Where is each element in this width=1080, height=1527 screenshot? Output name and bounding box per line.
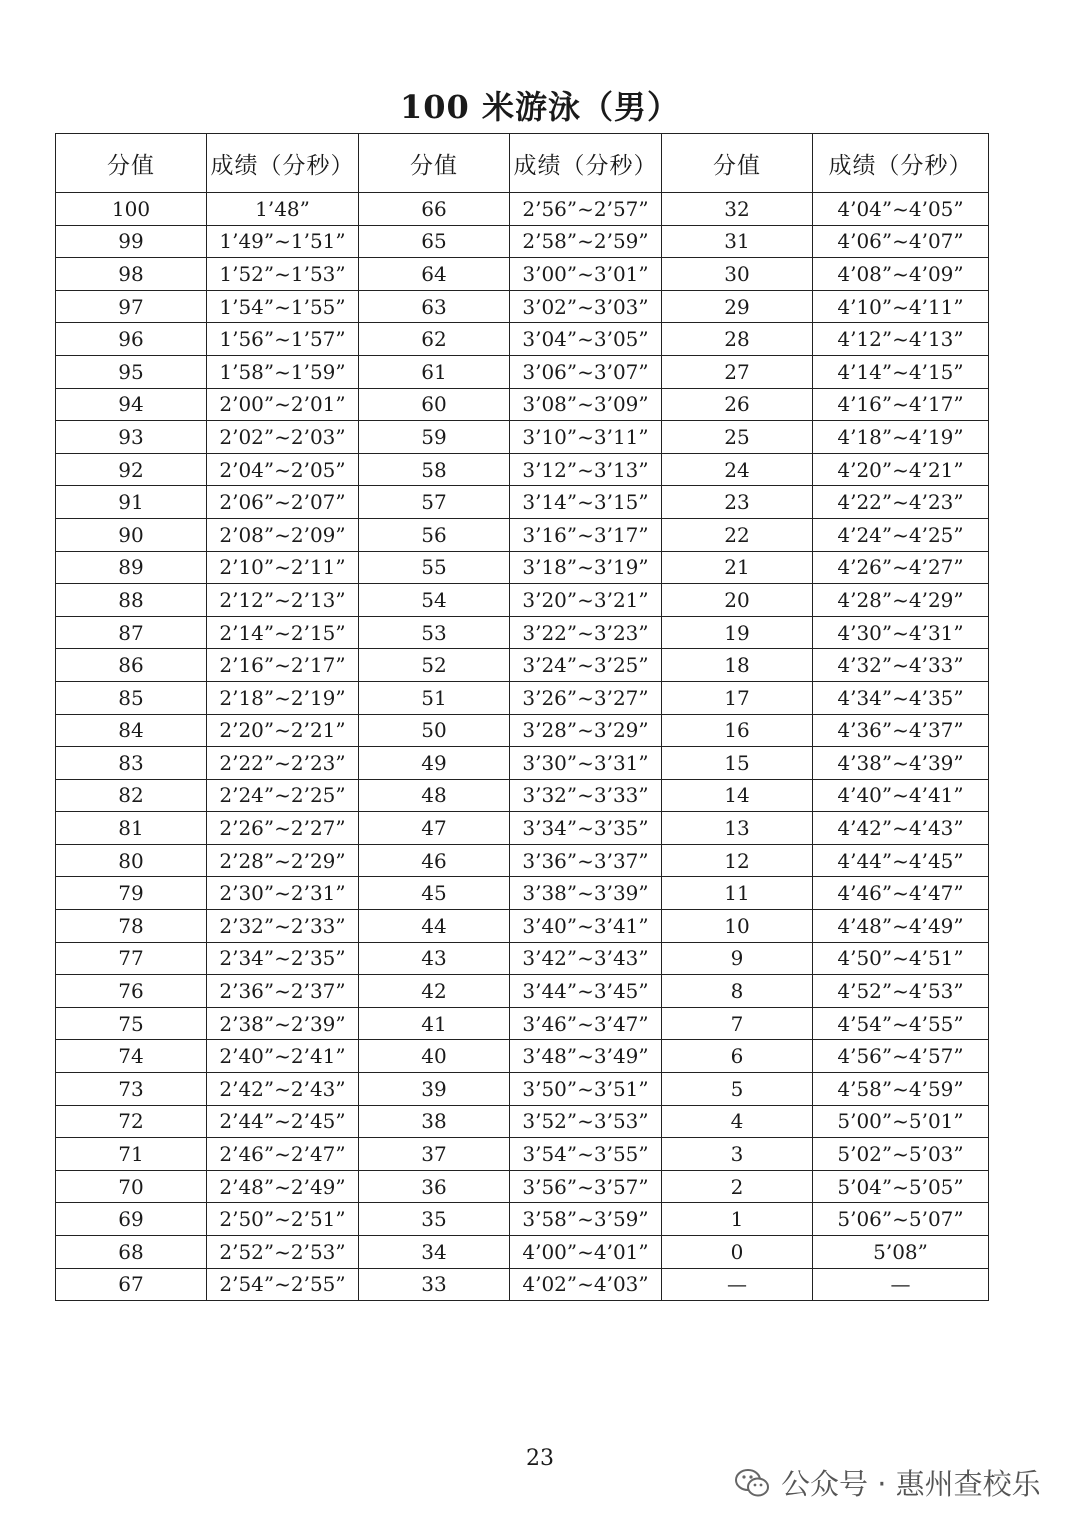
cell-time-1: 2’18”~2’19” xyxy=(207,681,359,714)
cell-score-3: 17 xyxy=(662,681,813,714)
table-row xyxy=(56,258,989,291)
cell-time-3: 4’14”~4’15” xyxy=(813,355,989,388)
header-time-3: 成绩（分秒） xyxy=(813,134,989,193)
cell-time-1: 1’56”~1’57” xyxy=(207,323,359,356)
cell-time-1: 1’54”~1’55” xyxy=(207,290,359,323)
cell-time-2: 4’00”~4’01” xyxy=(510,1236,662,1269)
cell-time-2: 3’52”~3’53” xyxy=(510,1105,662,1138)
cell-time-1: 2’10”~2’11” xyxy=(207,551,359,584)
cell-score-2: 42 xyxy=(359,975,510,1008)
cell-time-2: 3’28”~3’29” xyxy=(510,714,662,747)
table-header-row xyxy=(56,134,989,193)
wechat-icon xyxy=(735,1468,769,1498)
cell-time-3: 4’48”~4’49” xyxy=(813,910,989,943)
cell-score-1: 84 xyxy=(56,714,207,747)
cell-time-1: 2’30”~2’31” xyxy=(207,877,359,910)
cell-score-3: 3 xyxy=(662,1138,813,1171)
cell-score-3: 16 xyxy=(662,714,813,747)
cell-score-2: 36 xyxy=(359,1170,510,1203)
cell-time-3: 5’00”~5’01” xyxy=(813,1105,989,1138)
cell-score-1: 72 xyxy=(56,1105,207,1138)
cell-score-2: 59 xyxy=(359,421,510,454)
table-row xyxy=(56,193,989,226)
cell-score-2: 66 xyxy=(359,193,510,226)
table-row xyxy=(56,1040,989,1073)
page-title: 100 米游泳（男） xyxy=(400,88,680,126)
cell-score-3: 32 xyxy=(662,193,813,226)
cell-score-3: 0 xyxy=(662,1236,813,1269)
table-row xyxy=(56,1236,989,1269)
cell-time-3: 4’20”~4’21” xyxy=(813,453,989,486)
cell-time-2: 3’50”~3’51” xyxy=(510,1073,662,1106)
cell-score-2: 43 xyxy=(359,942,510,975)
cell-score-1: 92 xyxy=(56,453,207,486)
cell-time-1: 2’14”~2’15” xyxy=(207,616,359,649)
cell-time-1: 2’00”~2’01” xyxy=(207,388,359,421)
cell-score-2: 57 xyxy=(359,486,510,519)
cell-score-2: 52 xyxy=(359,649,510,682)
cell-score-1: 67 xyxy=(56,1268,207,1301)
cell-time-3: 4’52”~4’53” xyxy=(813,975,989,1008)
cell-score-2: 55 xyxy=(359,551,510,584)
cell-time-2: 3’40”~3’41” xyxy=(510,910,662,943)
cell-time-3: 4’38”~4’39” xyxy=(813,747,989,780)
cell-score-3: 26 xyxy=(662,388,813,421)
cell-time-1: 2’46”~2’47” xyxy=(207,1138,359,1171)
table-row xyxy=(56,225,989,258)
cell-time-2: 3’20”~3’21” xyxy=(510,584,662,617)
cell-time-1: 1’52”~1’53” xyxy=(207,258,359,291)
cell-time-2: 2’58”~2’59” xyxy=(510,225,662,258)
cell-time-2: 3’54”~3’55” xyxy=(510,1138,662,1171)
cell-score-2: 50 xyxy=(359,714,510,747)
cell-time-2: 3’44”~3’45” xyxy=(510,975,662,1008)
cell-score-2: 35 xyxy=(359,1203,510,1236)
cell-score-1: 97 xyxy=(56,290,207,323)
cell-time-3: 4’58”~4’59” xyxy=(813,1073,989,1106)
cell-time-1: 1’58”~1’59” xyxy=(207,355,359,388)
cell-time-1: 2’20”~2’21” xyxy=(207,714,359,747)
cell-score-1: 90 xyxy=(56,518,207,551)
cell-score-3: 21 xyxy=(662,551,813,584)
cell-time-2: 3’18”~3’19” xyxy=(510,551,662,584)
cell-time-3: 4’30”~4’31” xyxy=(813,616,989,649)
table-row xyxy=(56,388,989,421)
cell-time-3: 4’28”~4’29” xyxy=(813,584,989,617)
cell-score-3: 25 xyxy=(662,421,813,454)
cell-score-2: 47 xyxy=(359,812,510,845)
cell-score-2: 40 xyxy=(359,1040,510,1073)
cell-time-1: 2’26”~2’27” xyxy=(207,812,359,845)
cell-time-1: 2’44”~2’45” xyxy=(207,1105,359,1138)
watermark xyxy=(735,1462,1041,1503)
cell-score-1: 88 xyxy=(56,584,207,617)
header-time-2: 成绩（分秒） xyxy=(510,134,662,193)
cell-score-2: 54 xyxy=(359,584,510,617)
cell-time-3: 4’18”~4’19” xyxy=(813,421,989,454)
cell-time-1: 2’06”~2’07” xyxy=(207,486,359,519)
cell-time-1: 2’24”~2’25” xyxy=(207,779,359,812)
cell-time-3: 4’06”~4’07” xyxy=(813,225,989,258)
cell-time-1: 2’42”~2’43” xyxy=(207,1073,359,1106)
cell-score-1: 86 xyxy=(56,649,207,682)
cell-score-1: 87 xyxy=(56,616,207,649)
score-table xyxy=(55,133,989,1301)
cell-time-3: 5’02”~5’03” xyxy=(813,1138,989,1171)
cell-score-1: 95 xyxy=(56,355,207,388)
cell-time-1: 1’49”~1’51” xyxy=(207,225,359,258)
cell-time-3: 4’36”~4’37” xyxy=(813,714,989,747)
cell-score-3: 7 xyxy=(662,1007,813,1040)
cell-time-1: 2’54”~2’55” xyxy=(207,1268,359,1301)
cell-score-2: 46 xyxy=(359,844,510,877)
cell-score-1: 98 xyxy=(56,258,207,291)
cell-time-1: 2’28”~2’29” xyxy=(207,844,359,877)
cell-score-1: 91 xyxy=(56,486,207,519)
cell-score-2: 56 xyxy=(359,518,510,551)
table-row xyxy=(56,616,989,649)
table-row xyxy=(56,844,989,877)
cell-score-3: 24 xyxy=(662,453,813,486)
table-row xyxy=(56,1268,989,1301)
cell-score-3: — xyxy=(662,1268,813,1301)
table-body xyxy=(56,193,989,1301)
cell-time-3: 4’16”~4’17” xyxy=(813,388,989,421)
cell-time-1: 2’38”~2’39” xyxy=(207,1007,359,1040)
cell-score-2: 64 xyxy=(359,258,510,291)
table-row xyxy=(56,421,989,454)
table-row xyxy=(56,1170,989,1203)
cell-score-1: 77 xyxy=(56,942,207,975)
cell-time-1: 2’08”~2’09” xyxy=(207,518,359,551)
cell-score-1: 68 xyxy=(56,1236,207,1269)
cell-time-1: 2’52”~2’53” xyxy=(207,1236,359,1269)
cell-time-1: 2’12”~2’13” xyxy=(207,584,359,617)
cell-time-3: 4’50”~4’51” xyxy=(813,942,989,975)
cell-time-3: 4’32”~4’33” xyxy=(813,649,989,682)
table-row xyxy=(56,975,989,1008)
table-row xyxy=(56,1105,989,1138)
cell-time-1: 2’50”~2’51” xyxy=(207,1203,359,1236)
cell-time-3: 5’06”~5’07” xyxy=(813,1203,989,1236)
cell-score-1: 82 xyxy=(56,779,207,812)
cell-score-1: 83 xyxy=(56,747,207,780)
cell-time-2: 3’06”~3’07” xyxy=(510,355,662,388)
cell-score-1: 89 xyxy=(56,551,207,584)
cell-time-3: 4’04”~4’05” xyxy=(813,193,989,226)
table-row xyxy=(56,779,989,812)
cell-score-1: 94 xyxy=(56,388,207,421)
cell-score-3: 6 xyxy=(662,1040,813,1073)
cell-time-2: 3’30”~3’31” xyxy=(510,747,662,780)
cell-score-3: 13 xyxy=(662,812,813,845)
cell-score-2: 48 xyxy=(359,779,510,812)
cell-score-2: 45 xyxy=(359,877,510,910)
header-score-3: 分值 xyxy=(662,134,813,193)
cell-score-3: 20 xyxy=(662,584,813,617)
cell-score-2: 63 xyxy=(359,290,510,323)
cell-time-2: 3’04”~3’05” xyxy=(510,323,662,356)
table-row xyxy=(56,1073,989,1106)
cell-time-1: 2’34”~2’35” xyxy=(207,942,359,975)
table-row xyxy=(56,910,989,943)
cell-time-2: 3’36”~3’37” xyxy=(510,844,662,877)
cell-time-2: 3’56”~3’57” xyxy=(510,1170,662,1203)
cell-score-2: 33 xyxy=(359,1268,510,1301)
page-number: 23 xyxy=(526,1446,554,1471)
cell-score-1: 80 xyxy=(56,844,207,877)
cell-score-3: 19 xyxy=(662,616,813,649)
cell-score-2: 34 xyxy=(359,1236,510,1269)
cell-time-1: 2’36”~2’37” xyxy=(207,975,359,1008)
cell-score-2: 44 xyxy=(359,910,510,943)
cell-time-1: 2’40”~2’41” xyxy=(207,1040,359,1073)
cell-time-1: 1’48” xyxy=(207,193,359,226)
cell-score-2: 39 xyxy=(359,1073,510,1106)
cell-score-3: 28 xyxy=(662,323,813,356)
cell-score-1: 96 xyxy=(56,323,207,356)
cell-score-3: 2 xyxy=(662,1170,813,1203)
table-row xyxy=(56,290,989,323)
cell-score-1: 69 xyxy=(56,1203,207,1236)
table-row xyxy=(56,714,989,747)
cell-score-3: 27 xyxy=(662,355,813,388)
cell-time-3: 4’26”~4’27” xyxy=(813,551,989,584)
cell-time-2: 3’46”~3’47” xyxy=(510,1007,662,1040)
cell-time-3: 4’46”~4’47” xyxy=(813,877,989,910)
cell-score-1: 76 xyxy=(56,975,207,1008)
header-time-1: 成绩（分秒） xyxy=(207,134,359,193)
cell-score-3: 22 xyxy=(662,518,813,551)
cell-time-2: 2’56”~2’57” xyxy=(510,193,662,226)
cell-time-3: 4’24”~4’25” xyxy=(813,518,989,551)
cell-score-3: 31 xyxy=(662,225,813,258)
cell-time-1: 2’04”~2’05” xyxy=(207,453,359,486)
cell-time-2: 3’58”~3’59” xyxy=(510,1203,662,1236)
cell-score-3: 15 xyxy=(662,747,813,780)
cell-score-1: 74 xyxy=(56,1040,207,1073)
cell-score-3: 18 xyxy=(662,649,813,682)
cell-score-3: 10 xyxy=(662,910,813,943)
cell-time-2: 3’14”~3’15” xyxy=(510,486,662,519)
table-row xyxy=(56,942,989,975)
cell-time-3: 4’54”~4’55” xyxy=(813,1007,989,1040)
cell-score-3: 29 xyxy=(662,290,813,323)
cell-score-3: 5 xyxy=(662,1073,813,1106)
table-row xyxy=(56,812,989,845)
table-row xyxy=(56,1007,989,1040)
cell-score-2: 49 xyxy=(359,747,510,780)
cell-score-2: 61 xyxy=(359,355,510,388)
cell-time-3: 4’56”~4’57” xyxy=(813,1040,989,1073)
cell-score-3: 1 xyxy=(662,1203,813,1236)
cell-score-1: 75 xyxy=(56,1007,207,1040)
table-row xyxy=(56,1203,989,1236)
cell-score-3: 4 xyxy=(662,1105,813,1138)
header-score-2: 分值 xyxy=(359,134,510,193)
cell-score-1: 78 xyxy=(56,910,207,943)
cell-time-2: 3’24”~3’25” xyxy=(510,649,662,682)
cell-time-3: 4’12”~4’13” xyxy=(813,323,989,356)
cell-time-3: 4’44”~4’45” xyxy=(813,844,989,877)
cell-time-2: 3’26”~3’27” xyxy=(510,681,662,714)
cell-score-1: 99 xyxy=(56,225,207,258)
table-row xyxy=(56,453,989,486)
cell-time-3: 5’04”~5’05” xyxy=(813,1170,989,1203)
cell-score-1: 73 xyxy=(56,1073,207,1106)
table-row xyxy=(56,518,989,551)
cell-time-2: 3’10”~3’11” xyxy=(510,421,662,454)
cell-time-2: 3’12”~3’13” xyxy=(510,453,662,486)
table-row xyxy=(56,681,989,714)
cell-score-3: 23 xyxy=(662,486,813,519)
cell-score-3: 12 xyxy=(662,844,813,877)
cell-score-3: 8 xyxy=(662,975,813,1008)
cell-score-1: 70 xyxy=(56,1170,207,1203)
table-row xyxy=(56,551,989,584)
cell-score-2: 37 xyxy=(359,1138,510,1171)
table-row xyxy=(56,747,989,780)
cell-score-2: 38 xyxy=(359,1105,510,1138)
cell-time-2: 3’32”~3’33” xyxy=(510,779,662,812)
cell-score-1: 81 xyxy=(56,812,207,845)
cell-score-2: 58 xyxy=(359,453,510,486)
cell-score-2: 51 xyxy=(359,681,510,714)
table-row xyxy=(56,323,989,356)
cell-score-3: 9 xyxy=(662,942,813,975)
cell-time-1: 2’22”~2’23” xyxy=(207,747,359,780)
cell-time-2: 3’34”~3’35” xyxy=(510,812,662,845)
cell-score-2: 65 xyxy=(359,225,510,258)
cell-score-2: 60 xyxy=(359,388,510,421)
table-row xyxy=(56,584,989,617)
table-row xyxy=(56,877,989,910)
cell-time-2: 3’00”~3’01” xyxy=(510,258,662,291)
cell-time-2: 3’48”~3’49” xyxy=(510,1040,662,1073)
table-row xyxy=(56,486,989,519)
cell-score-1: 79 xyxy=(56,877,207,910)
cell-time-2: 3’22”~3’23” xyxy=(510,616,662,649)
table-row xyxy=(56,649,989,682)
cell-time-2: 3’02”~3’03” xyxy=(510,290,662,323)
cell-time-3: 4’34”~4’35” xyxy=(813,681,989,714)
cell-score-1: 100 xyxy=(56,193,207,226)
cell-time-2: 3’08”~3’09” xyxy=(510,388,662,421)
cell-time-1: 2’48”~2’49” xyxy=(207,1170,359,1203)
cell-time-2: 4’02”~4’03” xyxy=(510,1268,662,1301)
cell-time-1: 2’16”~2’17” xyxy=(207,649,359,682)
cell-time-3: — xyxy=(813,1268,989,1301)
cell-score-2: 62 xyxy=(359,323,510,356)
cell-time-2: 3’42”~3’43” xyxy=(510,942,662,975)
cell-time-3: 4’40”~4’41” xyxy=(813,779,989,812)
cell-score-1: 85 xyxy=(56,681,207,714)
cell-time-3: 5’08” xyxy=(813,1236,989,1269)
cell-time-3: 4’10”~4’11” xyxy=(813,290,989,323)
cell-time-1: 2’32”~2’33” xyxy=(207,910,359,943)
cell-score-3: 14 xyxy=(662,779,813,812)
cell-time-3: 4’22”~4’23” xyxy=(813,486,989,519)
cell-score-2: 53 xyxy=(359,616,510,649)
cell-time-1: 2’02”~2’03” xyxy=(207,421,359,454)
cell-score-1: 93 xyxy=(56,421,207,454)
table-row xyxy=(56,355,989,388)
cell-time-3: 4’08”~4’09” xyxy=(813,258,989,291)
cell-score-2: 41 xyxy=(359,1007,510,1040)
cell-score-3: 11 xyxy=(662,877,813,910)
table-row xyxy=(56,1138,989,1171)
cell-time-3: 4’42”~4’43” xyxy=(813,812,989,845)
cell-score-1: 71 xyxy=(56,1138,207,1171)
cell-score-3: 30 xyxy=(662,258,813,291)
watermark-text: 公众号 · 惠州查校乐 xyxy=(781,1467,1041,1501)
cell-time-2: 3’16”~3’17” xyxy=(510,518,662,551)
cell-time-2: 3’38”~3’39” xyxy=(510,877,662,910)
header-score-1: 分值 xyxy=(56,134,207,193)
